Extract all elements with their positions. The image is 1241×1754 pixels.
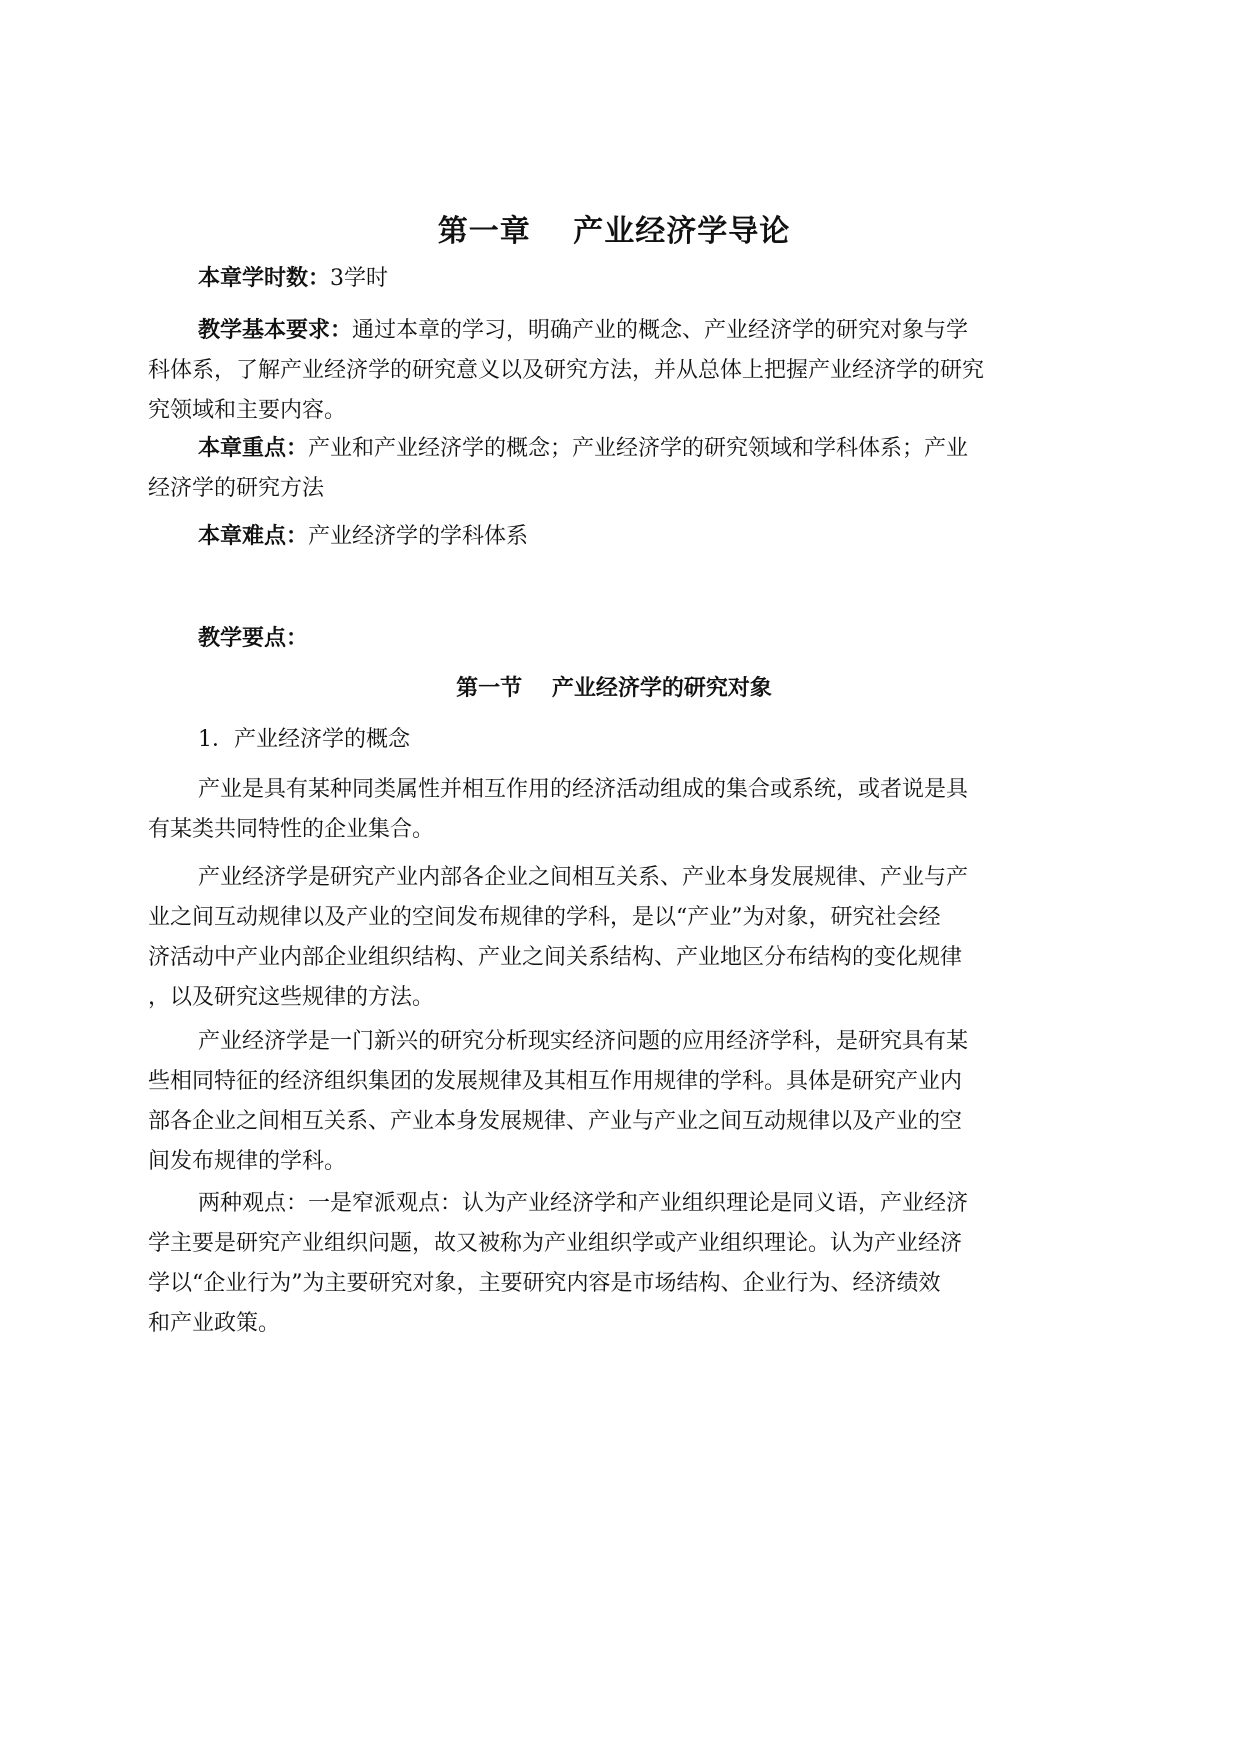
requirements-label: 教学基本要求： <box>198 317 353 343</box>
key-points-paragraph <box>148 428 1080 509</box>
body-paragraph: 两种观点：一是窄派观点：认为产业经济学和产业组织理论是同义语，产业经济 学主要是研究产业组织问题，故又被称为产业组织学或产业组织理论。认为产业经济 学以“企业行为”为主要研究对象，主要研究内容是市场结构、企业行为、经济绩效 和产业政策。 <box>148 1191 969 1336</box>
difficult-points-label: 本章难点： <box>198 523 309 549</box>
hours-label: 本章学时数： <box>198 265 331 291</box>
section-title: 第一节 产业经济学的研究对象 <box>456 675 772 701</box>
chapter-title: 第一章 产业经济学导论 <box>437 214 791 249</box>
body-paragraph: 产业经济学是一门新兴的研究分析现实经济问题的应用经济学科，是研究具有某 些相同特征的经济组织集团的发展规律及其相互作用规律的学科。具体是研究产业内 部各企业之间相互关系、产业本身发展规律、产业与产业之间互动规律以及产业的空 间发布规律的学科。 <box>148 1029 969 1174</box>
key-points-label: 本章重点： <box>198 435 309 461</box>
hours-line <box>148 258 1080 299</box>
difficult-points-text: 产业经济学的学科体系 <box>308 524 529 549</box>
difficult-points-line <box>148 516 1080 557</box>
requirements-paragraph <box>148 310 1080 431</box>
hours-value: 3学时 <box>330 266 389 291</box>
concept-subheading: 1．产业经济学的概念 <box>198 727 410 752</box>
teaching-points-label: 教学要点： <box>198 625 309 651</box>
key-points-text: 产业和产业经济学的概念；产业经济学的研究领域和学科体系；产业 经济学的研究方法 <box>148 436 969 501</box>
body-paragraph: 产业是具有某种同类属性并相互作用的经济活动组成的集合或系统，或者说是具 有某类共同特性的企业集合。 <box>148 777 969 842</box>
requirements-text: 通过本章的学习，明确产业的概念、产业经济学的研究对象与学 科体系，了解产业经济学的研究意义以及研究方法，并从总体上把握产业经济学的研究 究领域和主要内容。 <box>148 318 985 423</box>
body-paragraph: 产业经济学是研究产业内部各企业之间相互关系、产业本身发展规律、产业与产 业之间互动规律以及产业的空间发布规律的学科，是以“产业”为对象，研究社会经 济活动中产业内部企业组织结构、产业之间关系结构、产业地区分布结构的变化规律 ，以及研究这些规律的方法。 <box>148 865 969 1010</box>
